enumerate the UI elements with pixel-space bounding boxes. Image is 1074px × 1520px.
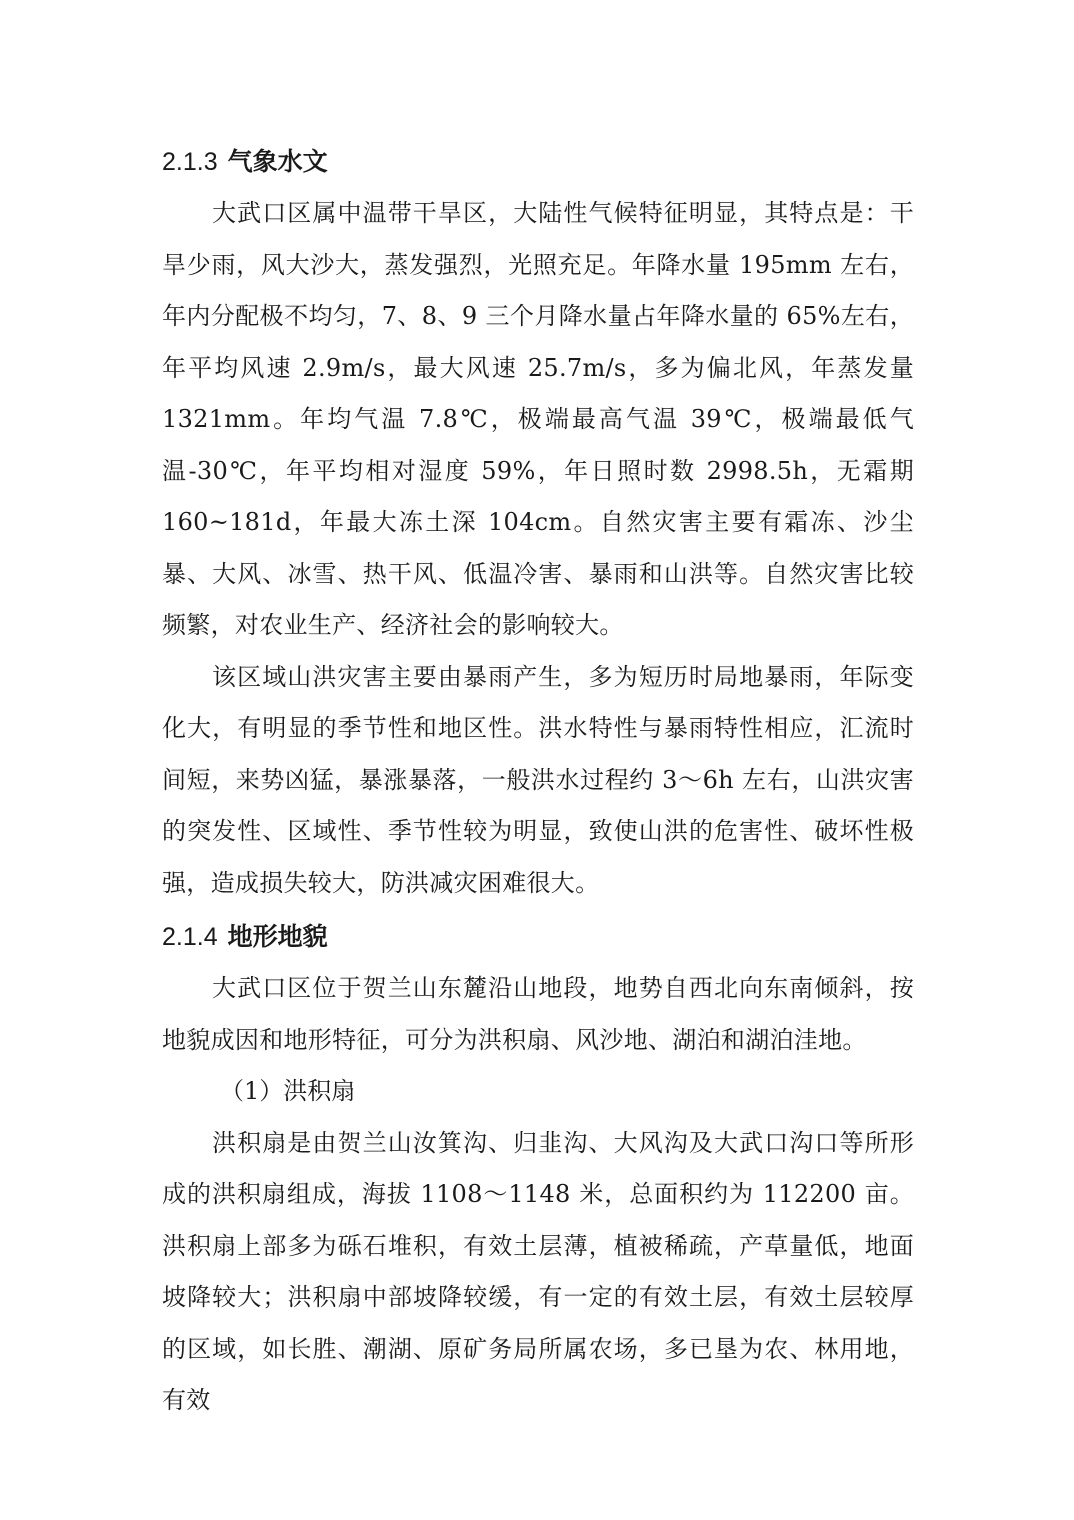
paragraph-flood: 该区域山洪灾害主要由暴雨产生，多为短历时局地暴雨，年际变化大，有明显的季节性和地区性。洪水特性与暴雨特性相应，汇流时间短，来势凶猛，暴涨暴落，一般洪水过程约 3～6h 左右，山洪灾害的突发性、区域性、季节性较为明显，致使山洪的危害性、破坏性极强，造成损失较大，防洪减灾困难很大。 (162, 662, 914, 897)
section-number: 2.1.3 (162, 148, 218, 176)
document-page (162, 136, 914, 1427)
paragraph-terrain: 大武口区位于贺兰山东麓沿山地段，地势自西北向东南倾斜，按地貌成因和地形特征，可分为洪积扇、风沙地、湖泊和湖泊洼地。 (162, 974, 914, 1054)
section-heading-2-1-3 (162, 136, 914, 188)
section-title: 地形地貌 (227, 923, 328, 951)
paragraph-alluvial-fan: 洪积扇是由贺兰山汝箕沟、归韭沟、大风沟及大武口沟口等所形成的洪积扇组成，海拔 1108～1148 米，总面积约为 112200 亩。洪积扇上部多为砾石堆积，有效土层薄，植被稀疏，产草量低，地面坡降较大；洪积扇中部坡降较缓，有一定的有效土层，有效土层较厚的区域，如长胜、潮湖、原矿务局所属农场，多已垦为农、林用地，有效 (162, 1128, 914, 1414)
section-title: 气象水文 (227, 148, 328, 176)
list-item-alluvial-fan: （1）洪积扇 (220, 1077, 356, 1105)
section-heading-2-1-4 (162, 911, 914, 963)
paragraph-climate: 大武口区属中温带干旱区，大陆性气候特征明显，其特点是：干旱少雨，风大沙大，蒸发强烈，光照充足。年降水量 195mm 左右，年内分配极不均匀，7、8、9 三个月降水量占年降水量的 65%左右，年平均风速 2.9m/s，最大风速 25.7m/s，多为偏北风，年蒸发量 1321mm。年均气温 7.8℃，极端最高气温 39℃，极端最低气温-30℃，年平均相对湿度 59%，年日照时数 2998.5h，无霜期 160~181d，年最大冻土深 104cm。自然灾害主要有霜冻、沙尘暴、大风、冰雪、热干风、低温冷害、暴雨和山洪等。自然灾害比较频繁，对农业生产、经济社会的影响较大。 (162, 199, 914, 639)
section-number: 2.1.4 (162, 923, 218, 951)
